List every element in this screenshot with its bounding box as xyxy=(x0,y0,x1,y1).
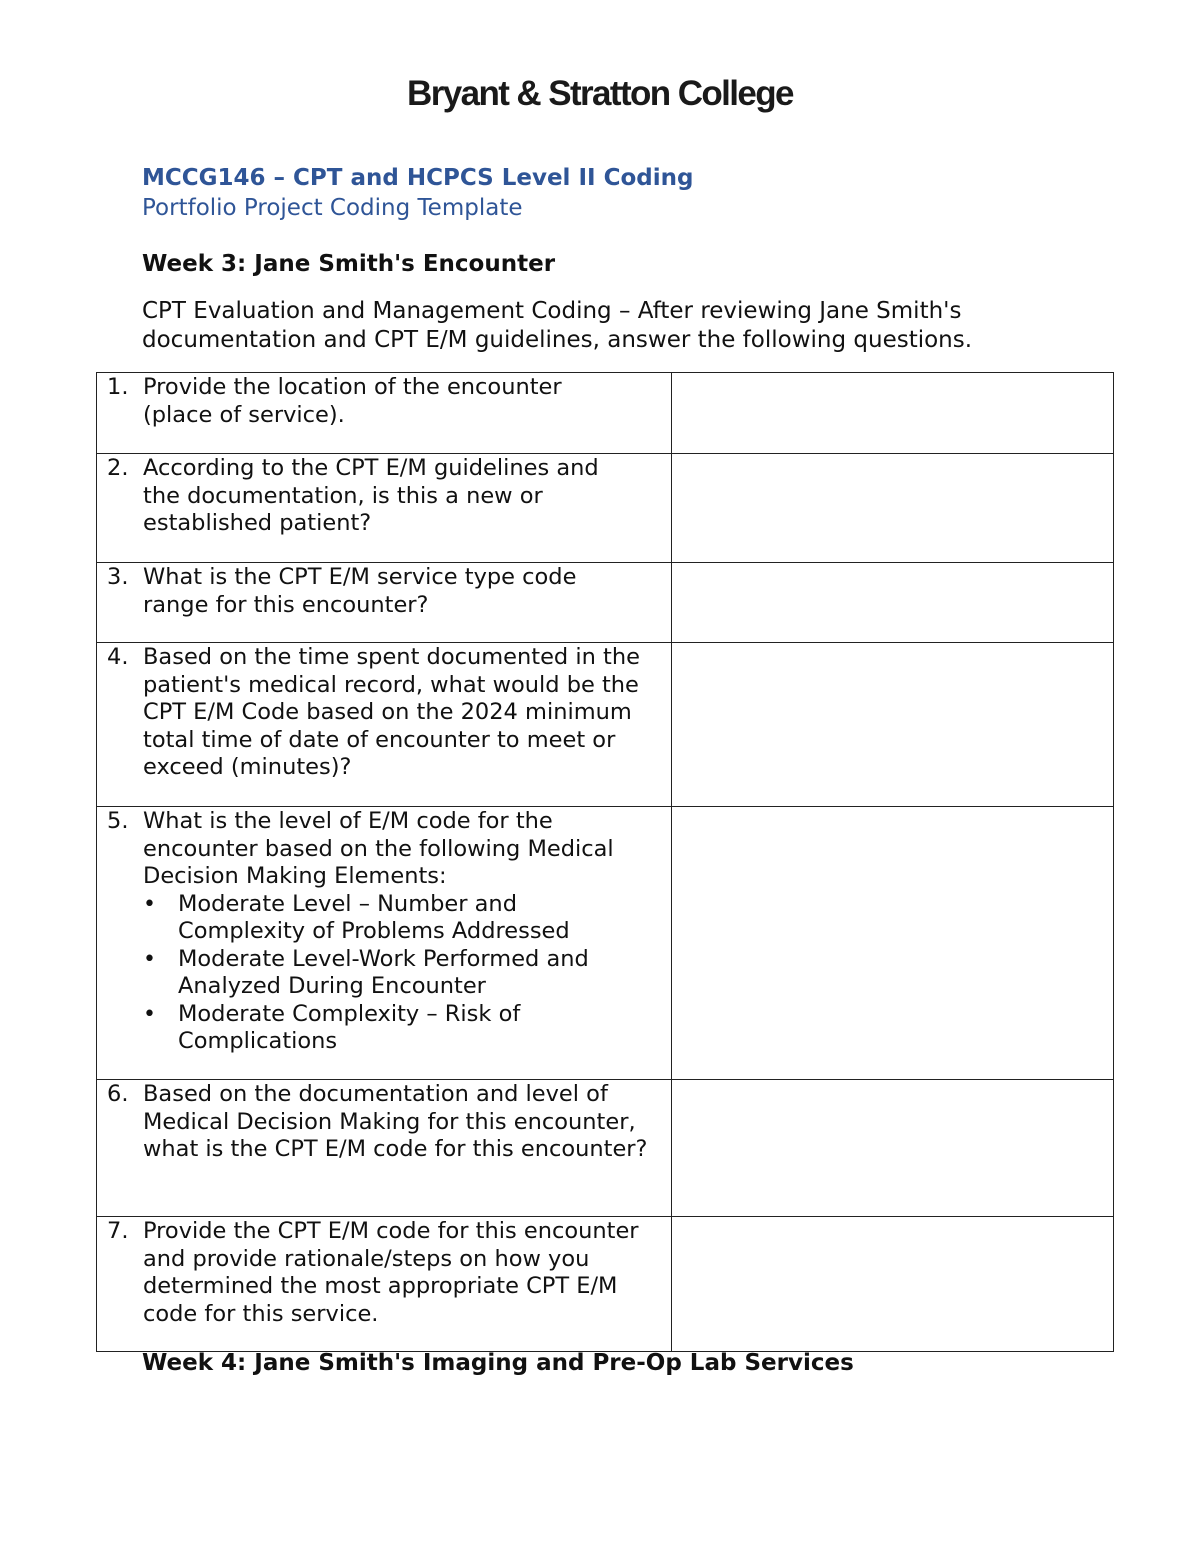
question-text: According to the CPT E/M guidelines and the documentation, is this a new or established patient? xyxy=(143,455,599,536)
answer-cell[interactable] xyxy=(672,373,1114,454)
answer-cell[interactable] xyxy=(672,643,1114,807)
answer-cell[interactable] xyxy=(672,807,1114,1080)
answer-cell[interactable] xyxy=(672,454,1114,563)
course-title: MCCG146 – CPT and HCPCS Level II Coding xyxy=(142,165,694,191)
question-cell xyxy=(97,643,672,807)
question-row xyxy=(97,454,1114,563)
question-text: Based on the time spent documented in the patient's medical record, what would be the CPT E/M Code based on the 2024 minimum total time of date of encounter to meet or exceed (minutes)? xyxy=(143,644,640,780)
answer-cell[interactable] xyxy=(672,563,1114,643)
week-4-heading: Week 4: Jane Smith's Imaging and Pre-Op Lab Services xyxy=(142,1350,854,1376)
question-text: Provide the location of the encounter (place of service). xyxy=(143,374,562,428)
question-number: 5. xyxy=(107,808,129,834)
question-row xyxy=(97,643,1114,807)
question-number: 7. xyxy=(107,1218,129,1244)
course-subtitle: Portfolio Project Coding Template xyxy=(142,195,523,221)
question-row xyxy=(97,373,1114,454)
question-row xyxy=(97,563,1114,643)
question-text: What is the CPT E/M service type code range for this encounter? xyxy=(143,564,577,618)
question-cell xyxy=(97,807,672,1080)
list-item: • Moderate Complexity – Risk of Complications xyxy=(143,1001,578,1056)
question-row xyxy=(97,1217,1114,1352)
week-3-heading: Week 3: Jane Smith's Encounter xyxy=(142,251,556,277)
question-number: 3. xyxy=(107,564,129,590)
question-row xyxy=(97,807,1114,1080)
question-number: 1. xyxy=(107,374,129,400)
week-3-instructions: CPT Evaluation and Management Coding – After reviewing Jane Smith's documentation and CPT E/M guidelines, answer the following questions. xyxy=(142,298,973,353)
question-number: 4. xyxy=(107,644,129,670)
question-text: Provide the CPT E/M code for this encounter and provide rationale/steps on how you determined the most appropriate CPT E/M code for this service. xyxy=(143,1218,639,1327)
question-text: What is the level of E/M code for the encounter based on the following Medical Decision Making Elements: xyxy=(143,808,614,889)
college-logo: Bryant & Stratton College xyxy=(407,74,793,113)
question-cell xyxy=(97,373,672,454)
question-number: 2. xyxy=(107,455,129,481)
question-cell xyxy=(97,1080,672,1217)
question-row xyxy=(97,1080,1114,1217)
answer-cell[interactable] xyxy=(672,1217,1114,1352)
list-item: • Moderate Level – Number and Complexity of Problems Addressed xyxy=(143,891,598,946)
answer-cell[interactable] xyxy=(672,1080,1114,1217)
question-cell xyxy=(97,563,672,643)
question-text: Based on the documentation and level of Medical Decision Making for this encounter, what is the CPT E/M code for this encounter? xyxy=(143,1081,648,1162)
coding-questions-table xyxy=(96,372,1114,1352)
question-cell xyxy=(97,454,672,563)
mdm-elements-list xyxy=(143,891,665,1056)
question-cell xyxy=(97,1217,672,1352)
list-item: • Moderate Level-Work Performed and Analyzed During Encounter xyxy=(143,946,618,1001)
question-number: 6. xyxy=(107,1081,129,1107)
